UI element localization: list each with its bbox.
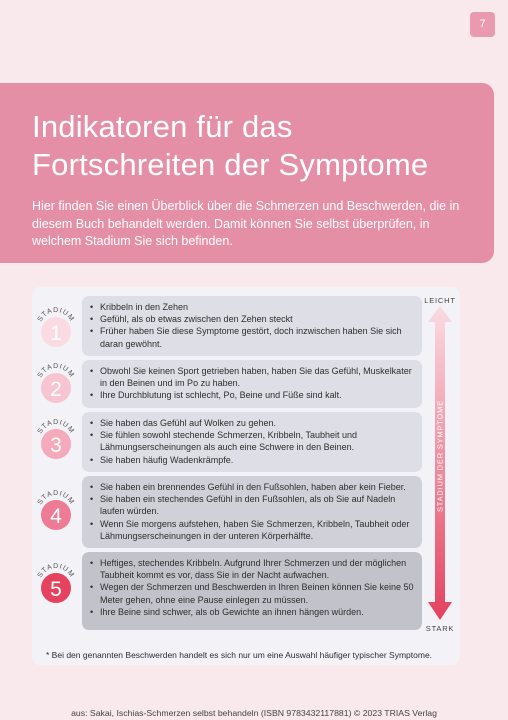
stage-word: STADIUM: [36, 489, 76, 507]
symptom-item: • Ihre Durchblutung ist schlecht, Po, Beine und Füße sind kalt.: [90, 389, 414, 401]
stage-number: 3: [50, 434, 62, 457]
stage-box-5: [82, 552, 422, 630]
scale-top-label: LEICHT: [424, 296, 456, 305]
intro-text: Hier finden Sie einen Überblick über die Schmerzen und Beschwerden, die in diesem Buch behandelt werden. Damit können Sie selbst überprüfen, in welchem Stadium Sie sich befinden.: [32, 199, 460, 248]
stage-badge-1: [34, 302, 78, 366]
symptom-item: • Sie haben häufig Wadenkrämpfe.: [90, 454, 414, 466]
symptom-item: • Gefühl, als ob etwas zwischen den Zehen steckt: [90, 313, 414, 325]
scale-axis-label: STADIUM DER SYMPTOME: [435, 400, 445, 512]
symptom-list: [90, 301, 414, 350]
stage-box-4: [82, 476, 422, 548]
stage-badge-5: [34, 558, 78, 622]
stage-badge-4: [34, 485, 78, 549]
stage-box-1: [82, 296, 422, 356]
stage-box-2: [82, 360, 422, 408]
stage-number: 5: [50, 578, 62, 601]
symptom-item: • Sie haben das Gefühl auf Wolken zu gehen.: [90, 417, 414, 429]
footnote: * Bei den genannten Beschwerden handelt es sich nur um eine Auswahl häufiger typischer Symptome.: [46, 650, 433, 660]
page-title: Indikatoren für das Fortschreiten der Symptome: [32, 109, 429, 182]
stage-number: 4: [50, 505, 62, 528]
symptom-item: • Ihre Beine sind schwer, als ob Gewichte an ihnen hängen würden.: [90, 606, 414, 618]
page-number: 7: [470, 12, 495, 37]
symptom-item: • Heftiges, stechendes Kribbeln. Aufgrund Ihrer Schmerzen und der möglichen Taubheit kommt es vor, dass Sie in der Nacht aufwachen.: [90, 557, 414, 581]
stage-word: STADIUM: [36, 362, 76, 380]
stage-badge-3: [34, 414, 78, 478]
symptom-item: • Früher haben Sie diese Symptome gestört, doch inzwischen haben Sie sich daran gewöhnt.: [90, 325, 414, 349]
symptom-item: • Kribbeln in den Zehen: [90, 301, 414, 313]
symptom-list: [90, 557, 414, 618]
stage-number: 2: [50, 378, 62, 401]
symptom-item: • Obwohl Sie keinen Sport getrieben haben, haben Sie das Gefühl, Muskelkater in den Beinen und im Po zu haben.: [90, 365, 414, 389]
stage-number: 1: [50, 322, 62, 345]
source-credit: aus: Sakai, Ischias-Schmerzen selbst behandeln (ISBN 9783432117881) © 2023 TRIAS Verlag: [71, 708, 437, 718]
symptom-item: • Wegen der Schmerzen und Beschwerden in Ihren Beinen können Sie keine 50 Meter gehen, ohne eine Pause einlegen zu müssen.: [90, 581, 414, 605]
symptom-list: [90, 481, 414, 542]
symptom-item: • Sie haben ein stechendes Gefühl in den Fußsohlen, als ob Sie auf Nadeln laufen würden.: [90, 493, 414, 517]
stage-word: STADIUM: [36, 418, 76, 436]
stage-badge-2: [34, 358, 78, 422]
stage-box-3: [82, 412, 422, 472]
symptom-list: [90, 417, 414, 466]
stage-word: STADIUM: [36, 306, 76, 324]
symptom-list: [90, 365, 414, 402]
stage-word: STADIUM: [36, 562, 76, 580]
symptom-item: • Sie fühlen sowohl stechende Schmerzen, Kribbeln, Taubheit und Lähmungserscheinungen als auch eine Schwere in den Beinen.: [90, 429, 414, 453]
scale-bottom-label: STARK: [425, 624, 455, 633]
symptom-item: • Sie haben ein brennendes Gefühl in den Fußsohlen, haben aber kein Fieber.: [90, 481, 414, 493]
symptom-item: • Wenn Sie morgens aufstehen, haben Sie Schmerzen, Kribbeln, Taubheit oder Lähmungserscheinungen in der unteren Körperhälfte.: [90, 518, 414, 542]
